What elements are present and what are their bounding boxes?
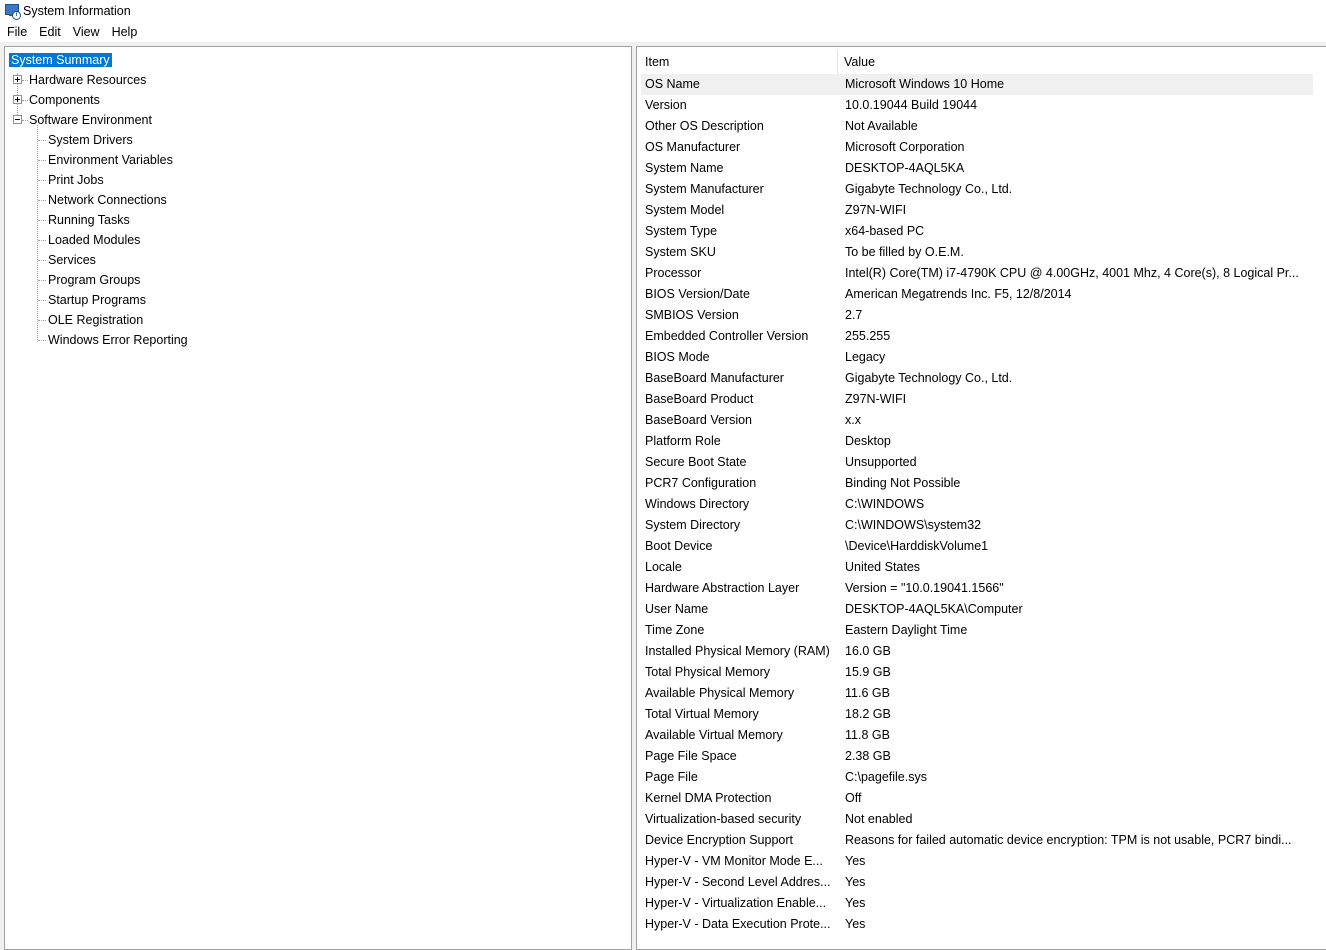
item-cell: Hyper-V - VM Monitor Mode E... [645, 854, 823, 868]
tree-item-print-jobs[interactable] [46, 170, 106, 190]
table-row[interactable] [641, 809, 1313, 830]
table-row[interactable] [641, 473, 1313, 494]
item-cell: Total Virtual Memory [645, 707, 759, 721]
tree-label: Print Jobs [48, 173, 104, 187]
value-cell: To be filled by O.E.M. [845, 245, 964, 259]
table-row[interactable] [641, 326, 1313, 347]
table-row[interactable] [641, 389, 1313, 410]
table-row[interactable] [641, 179, 1313, 200]
title-bar [0, 0, 1326, 22]
table-row[interactable] [641, 683, 1313, 704]
table-row[interactable] [641, 95, 1313, 116]
tree-connector [38, 300, 46, 301]
value-cell: 255.255 [845, 329, 891, 343]
table-row[interactable] [641, 620, 1313, 641]
tree-connector [38, 200, 46, 201]
item-cell: Version [645, 98, 687, 112]
table-row[interactable] [641, 788, 1313, 809]
value-cell: \Device\HarddiskVolume1 [845, 539, 989, 553]
table-row[interactable] [641, 851, 1313, 872]
item-cell: BaseBoard Manufacturer [645, 371, 784, 385]
item-cell: Device Encryption Support [645, 833, 793, 847]
table-row[interactable] [641, 662, 1313, 683]
tree-connector [38, 280, 46, 281]
item-cell: BIOS Mode [645, 350, 710, 364]
value-cell: 2.7 [845, 308, 863, 322]
table-row[interactable] [641, 221, 1313, 242]
tree-connector [37, 125, 38, 340]
value-cell: 18.2 GB [845, 707, 891, 721]
table-row[interactable] [641, 557, 1313, 578]
item-cell: Available Physical Memory [645, 686, 795, 700]
item-cell: Available Virtual Memory [645, 728, 783, 742]
table-row[interactable] [641, 305, 1313, 326]
item-cell: Embedded Controller Version [645, 329, 809, 343]
table-row[interactable] [641, 578, 1313, 599]
value-cell: x.x [845, 413, 861, 427]
window-title: System Information [23, 4, 131, 18]
item-cell: Locale [645, 560, 682, 574]
item-cell: Boot Device [645, 539, 713, 553]
expand-plus-icon[interactable] [13, 95, 22, 104]
tree-item-program-groups[interactable] [46, 270, 142, 290]
tree-label: Program Groups [48, 273, 141, 287]
tree-item-components[interactable] [13, 90, 102, 110]
tree-label: Loaded Modules [48, 233, 141, 247]
tree-label: Running Tasks [48, 213, 130, 227]
item-cell: System SKU [645, 245, 716, 259]
tree-label: Components [29, 93, 100, 107]
table-row[interactable] [641, 137, 1313, 158]
value-cell: Intel(R) Core(TM) i7-4790K CPU @ 4.00GHz, 4001 Mhz, 4 Core(s), 8 Logical Pr... [845, 266, 1299, 280]
item-cell: Hyper-V - Data Execution Prote... [645, 917, 831, 931]
tree-item-environment-variables[interactable] [46, 150, 175, 170]
tree-connector [38, 140, 46, 141]
table-row[interactable] [641, 410, 1313, 431]
value-cell: Microsoft Windows 10 Home [845, 77, 1005, 91]
value-cell: DESKTOP-4AQL5KA\Computer [845, 602, 1023, 616]
tree-label: Hardware Resources [29, 73, 147, 87]
tree-item-startup-programs[interactable] [46, 290, 148, 310]
tree-label: Startup Programs [48, 293, 146, 307]
value-cell: Version = "10.0.19041.1566" [845, 581, 1004, 595]
value-cell: Yes [845, 854, 866, 868]
value-cell: Legacy [845, 350, 886, 364]
value-cell: Z97N-WIFI [845, 203, 907, 217]
table-row[interactable] [641, 893, 1313, 914]
value-cell: 16.0 GB [845, 644, 891, 658]
item-cell: Page File [645, 770, 698, 784]
tree-item-system-summary[interactable] [9, 50, 112, 70]
collapse-minus-icon[interactable] [13, 115, 22, 124]
table-row[interactable] [641, 242, 1313, 263]
menu-help[interactable]: Help [111, 25, 138, 39]
tree-label: OLE Registration [48, 313, 144, 327]
expand-plus-icon[interactable] [13, 75, 22, 84]
item-cell: Platform Role [645, 434, 721, 448]
table-row[interactable] [641, 74, 1313, 95]
tree-item-system-drivers[interactable] [46, 130, 135, 150]
table-row[interactable] [641, 347, 1313, 368]
value-cell: Not enabled [845, 812, 913, 826]
menu-edit[interactable]: Edit [39, 25, 61, 39]
value-cell: Gigabyte Technology Co., Ltd. [845, 182, 1013, 196]
tree-connector [38, 340, 46, 341]
tree-connector [38, 160, 46, 161]
item-cell: Virtualization-based security [645, 812, 802, 826]
item-cell: Other OS Description [645, 119, 764, 133]
table-row[interactable] [641, 746, 1313, 767]
tree-label: Software Environment [29, 113, 152, 127]
value-cell: Unsupported [845, 455, 917, 469]
value-cell: C:\pagefile.sys [845, 770, 927, 784]
value-cell: Eastern Daylight Time [845, 623, 968, 637]
item-cell: Hyper-V - Virtualization Enable... [645, 896, 827, 910]
item-cell: Processor [645, 266, 702, 280]
table-row[interactable] [641, 431, 1313, 452]
tree-item-network-connections[interactable] [46, 190, 169, 210]
tree-item-services[interactable] [46, 250, 98, 270]
tree-label: System Summary [11, 53, 110, 67]
table-row[interactable] [641, 158, 1313, 179]
item-cell: Total Physical Memory [645, 665, 771, 679]
value-cell: American Megatrends Inc. F5, 12/8/2014 [845, 287, 1072, 301]
value-cell: C:\WINDOWS\system32 [845, 518, 982, 532]
value-cell: C:\WINDOWS [845, 497, 925, 511]
tree-label: Services [48, 253, 96, 267]
table-row[interactable] [641, 536, 1313, 557]
value-cell: Desktop [845, 434, 891, 448]
tree-connector [38, 240, 46, 241]
tree-connector [38, 320, 46, 321]
menu-file[interactable]: File [7, 25, 28, 39]
tree-connector [38, 220, 46, 221]
value-cell: Binding Not Possible [845, 476, 961, 490]
menu-bar [0, 22, 1326, 42]
value-cell: Off [845, 791, 862, 805]
item-cell: PCR7 Configuration [645, 476, 757, 490]
value-cell: Z97N-WIFI [845, 392, 907, 406]
table-row[interactable] [641, 494, 1313, 515]
table-row[interactable] [641, 200, 1313, 221]
item-cell: System Name [645, 161, 724, 175]
table-row[interactable] [641, 872, 1313, 893]
table-row[interactable] [641, 725, 1313, 746]
table-row[interactable] [641, 452, 1313, 473]
item-cell: OS Manufacturer [645, 140, 741, 154]
tree-item-hardware-resources[interactable] [13, 70, 148, 90]
table-row[interactable] [641, 914, 1313, 935]
item-cell: User Name [645, 602, 709, 616]
value-cell: 11.6 GB [845, 686, 890, 700]
item-cell: System Type [645, 224, 718, 238]
table-row[interactable] [641, 767, 1313, 788]
table-row[interactable] [641, 284, 1313, 305]
value-cell: 11.8 GB [845, 728, 890, 742]
column-header-value[interactable]: Value [844, 55, 876, 69]
value-cell: Gigabyte Technology Co., Ltd. [845, 371, 1013, 385]
list-header [641, 50, 1313, 75]
value-cell: Reasons for failed automatic device encryption: TPM is not usable, PCR7 bindi... [845, 833, 1292, 847]
item-cell: Windows Directory [645, 497, 750, 511]
item-cell: Time Zone [645, 623, 705, 637]
value-cell: Yes [845, 875, 866, 889]
item-cell: System Model [645, 203, 725, 217]
details-list[interactable] [636, 46, 1326, 950]
tree-item-running-tasks[interactable] [46, 210, 132, 230]
tree-label: System Drivers [48, 133, 133, 147]
tree-label: Network Connections [48, 193, 167, 207]
item-cell: Secure Boot State [645, 455, 747, 469]
value-cell: Microsoft Corporation [845, 140, 965, 154]
category-tree[interactable] [4, 46, 632, 950]
value-cell: 15.9 GB [845, 665, 891, 679]
tree-item-ole-registration[interactable] [46, 310, 145, 330]
item-cell: Page File Space [645, 749, 737, 763]
item-cell: BaseBoard Version [645, 413, 753, 427]
column-header-item[interactable]: Item [641, 50, 838, 74]
value-cell: 2.38 GB [845, 749, 891, 763]
item-cell: Hardware Abstraction Layer [645, 581, 800, 595]
item-cell: Kernel DMA Protection [645, 791, 772, 805]
tree-item-windows-error-reporting[interactable] [46, 330, 190, 350]
value-cell: Not Available [845, 119, 918, 133]
item-cell: System Directory [645, 518, 741, 532]
menu-view[interactable]: View [72, 25, 100, 39]
list-rows [641, 74, 1313, 935]
table-row[interactable] [641, 515, 1313, 536]
tree-label: Environment Variables [48, 153, 173, 167]
item-cell: BaseBoard Product [645, 392, 754, 406]
item-cell: Installed Physical Memory (RAM) [645, 644, 830, 658]
item-cell: Hyper-V - Second Level Addres... [645, 875, 831, 889]
tree-connector [38, 180, 46, 181]
table-row[interactable] [641, 599, 1313, 620]
table-row[interactable] [641, 641, 1313, 662]
value-cell: Yes [845, 896, 866, 910]
value-cell: 10.0.19044 Build 19044 [845, 98, 978, 112]
table-row[interactable] [641, 704, 1313, 725]
item-cell: OS Name [645, 77, 700, 91]
system-information-icon: i [4, 3, 20, 19]
item-cell: System Manufacturer [645, 182, 764, 196]
table-row[interactable] [641, 116, 1313, 137]
tree-connector [38, 260, 46, 261]
value-cell: Yes [845, 917, 866, 931]
table-row[interactable] [641, 830, 1313, 851]
value-cell: DESKTOP-4AQL5KA [845, 161, 965, 175]
item-cell: SMBIOS Version [645, 308, 739, 322]
tree-label: Windows Error Reporting [48, 333, 188, 347]
tree-item-software-environment[interactable] [13, 110, 154, 130]
item-cell: BIOS Version/Date [645, 287, 750, 301]
tree-item-loaded-modules[interactable] [46, 230, 142, 250]
value-cell: United States [845, 560, 921, 574]
table-row[interactable] [641, 263, 1313, 284]
value-cell: x64-based PC [845, 224, 925, 238]
table-row[interactable] [641, 368, 1313, 389]
